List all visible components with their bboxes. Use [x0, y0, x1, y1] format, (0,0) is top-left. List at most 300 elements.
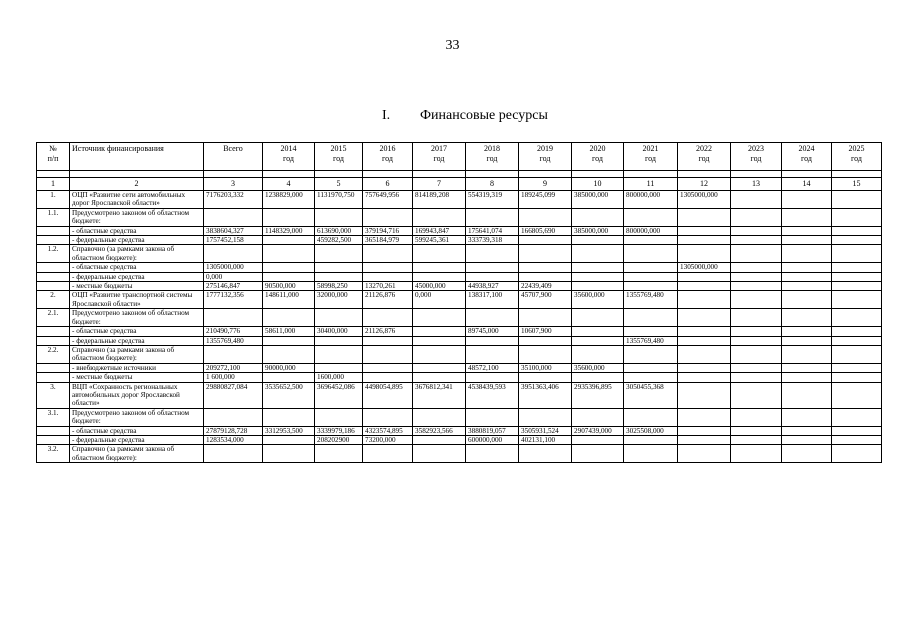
column-header: 2023 год: [731, 143, 782, 171]
column-number-cell: 12: [678, 178, 731, 191]
value-cell: [782, 408, 832, 426]
value-cell: 1355769,480: [624, 291, 678, 309]
value-cell: 3880819,057: [466, 426, 519, 435]
value-cell: [624, 373, 678, 382]
value-cell: 3505931,524: [519, 426, 572, 435]
value-cell: [731, 272, 782, 281]
value-cell: [263, 208, 315, 226]
value-cell: 1777132,356: [204, 291, 263, 309]
value-cell: 58998,250: [315, 282, 363, 291]
value-cell: [263, 272, 315, 281]
table-row: [37, 191, 882, 209]
value-cell: [466, 263, 519, 272]
value-cell: 599245,361: [413, 236, 466, 245]
column-header: 2018 год: [466, 143, 519, 171]
value-cell: [263, 245, 315, 263]
source-cell: - федеральные средства: [70, 272, 204, 281]
spacer-cell: [70, 171, 204, 178]
spacer-cell: [37, 171, 70, 178]
value-cell: [678, 382, 731, 408]
value-cell: 1238829,000: [263, 191, 315, 209]
value-cell: [782, 272, 832, 281]
value-cell: [678, 291, 731, 309]
value-cell: [678, 272, 731, 281]
column-header: Источник финансирования: [70, 143, 204, 171]
value-cell: [832, 245, 882, 263]
value-cell: [572, 336, 624, 345]
source-cell: ОЦП «Развитие транспортной системы Ярославской области»: [70, 291, 204, 309]
value-cell: [731, 373, 782, 382]
value-cell: [572, 373, 624, 382]
value-cell: [782, 226, 832, 235]
value-cell: 1757452,158: [204, 236, 263, 245]
value-cell: [678, 345, 731, 363]
value-cell: [832, 445, 882, 463]
value-cell: 35600,000: [572, 291, 624, 309]
spacer-cell: [832, 171, 882, 178]
value-cell: [624, 327, 678, 336]
value-cell: 1148329,000: [263, 226, 315, 235]
value-cell: [466, 408, 519, 426]
table-row: [37, 208, 882, 226]
value-cell: [832, 327, 882, 336]
column-header: 2016 год: [363, 143, 413, 171]
value-cell: [678, 282, 731, 291]
value-cell: 175641,074: [466, 226, 519, 235]
column-number-cell: 3: [204, 178, 263, 191]
source-cell: - внебюджетные источники: [70, 363, 204, 372]
value-cell: [519, 345, 572, 363]
value-cell: 169943,847: [413, 226, 466, 235]
row-number-cell: [37, 336, 70, 345]
table-row: [37, 245, 882, 263]
value-cell: [678, 408, 731, 426]
value-cell: [832, 336, 882, 345]
value-cell: [413, 408, 466, 426]
source-cell: Справочно (за рамками закона об областном бюджете):: [70, 345, 204, 363]
value-cell: [731, 336, 782, 345]
value-cell: [466, 373, 519, 382]
value-cell: [782, 426, 832, 435]
page-number: 33: [445, 38, 460, 53]
value-cell: 800000,000: [624, 191, 678, 209]
source-cell: Предусмотрено законом об областном бюджете:: [70, 408, 204, 426]
value-cell: [363, 208, 413, 226]
table-row: [37, 282, 882, 291]
column-number-cell: 9: [519, 178, 572, 191]
column-number-cell: 11: [624, 178, 678, 191]
value-cell: [466, 336, 519, 345]
table-row: [37, 426, 882, 435]
value-cell: 814189,208: [413, 191, 466, 209]
value-cell: 27879128,728: [204, 426, 263, 435]
spacer-cell: [519, 171, 572, 178]
value-cell: [413, 327, 466, 336]
value-cell: [782, 445, 832, 463]
value-cell: [572, 245, 624, 263]
value-cell: [315, 408, 363, 426]
value-cell: 7176203,332: [204, 191, 263, 209]
value-cell: [832, 408, 882, 426]
spacer-cell: [204, 171, 263, 178]
value-cell: [413, 363, 466, 372]
value-cell: [782, 336, 832, 345]
value-cell: [832, 309, 882, 327]
table-row: [37, 327, 882, 336]
value-cell: [832, 191, 882, 209]
value-cell: [731, 408, 782, 426]
table-row: [37, 226, 882, 235]
source-cell: - областные средства: [70, 226, 204, 235]
value-cell: 1355769,480: [204, 336, 263, 345]
row-number-cell: 2.2.: [37, 345, 70, 363]
table-row: [37, 373, 882, 382]
value-cell: [363, 363, 413, 372]
value-cell: [678, 208, 731, 226]
value-cell: [466, 445, 519, 463]
value-cell: 3339979,186: [315, 426, 363, 435]
section-number: I.: [382, 108, 391, 123]
column-number-cell: 14: [782, 178, 832, 191]
row-number-cell: [37, 236, 70, 245]
value-cell: 21126,876: [363, 327, 413, 336]
value-cell: 3838604,327: [204, 226, 263, 235]
value-cell: [832, 345, 882, 363]
value-cell: [263, 408, 315, 426]
value-cell: 3696452,086: [315, 382, 363, 408]
value-cell: [204, 309, 263, 327]
spacer-cell: [315, 171, 363, 178]
column-number-cell: 2: [70, 178, 204, 191]
value-cell: [363, 345, 413, 363]
source-cell: - областные средства: [70, 327, 204, 336]
value-cell: [413, 345, 466, 363]
spacer-cell: [572, 171, 624, 178]
table-row: [37, 345, 882, 363]
value-cell: [832, 426, 882, 435]
value-cell: 3535652,500: [263, 382, 315, 408]
value-cell: 1305000,000: [204, 263, 263, 272]
value-cell: 600000,000: [466, 435, 519, 444]
value-cell: [782, 208, 832, 226]
source-cell: ВЦП «Сохранность региональных автомобильных дорог Ярославской области»: [70, 382, 204, 408]
value-cell: [782, 282, 832, 291]
value-cell: [678, 445, 731, 463]
value-cell: 1355769,480: [624, 336, 678, 345]
value-cell: [782, 373, 832, 382]
value-cell: 613690,000: [315, 226, 363, 235]
value-cell: [519, 272, 572, 281]
value-cell: [413, 435, 466, 444]
value-cell: [678, 426, 731, 435]
column-number-cell: 6: [363, 178, 413, 191]
value-cell: 757649,956: [363, 191, 413, 209]
value-cell: [519, 309, 572, 327]
value-cell: [624, 309, 678, 327]
value-cell: [363, 408, 413, 426]
value-cell: [263, 236, 315, 245]
value-cell: [263, 263, 315, 272]
value-cell: 385000,000: [572, 226, 624, 235]
value-cell: [678, 336, 731, 345]
value-cell: [572, 345, 624, 363]
value-cell: [519, 236, 572, 245]
value-cell: [413, 272, 466, 281]
value-cell: [204, 445, 263, 463]
value-cell: 0,000: [413, 291, 466, 309]
value-cell: 365184,979: [363, 236, 413, 245]
table-row: [37, 363, 882, 372]
value-cell: [782, 327, 832, 336]
value-cell: [413, 445, 466, 463]
value-cell: 2907439,000: [572, 426, 624, 435]
value-cell: [572, 309, 624, 327]
table-row: [37, 291, 882, 309]
value-cell: [263, 345, 315, 363]
value-cell: [315, 445, 363, 463]
value-cell: 21126,876: [363, 291, 413, 309]
row-number-cell: [37, 327, 70, 336]
value-cell: [204, 345, 263, 363]
value-cell: [315, 309, 363, 327]
row-number-cell: 3.1.: [37, 408, 70, 426]
value-cell: 459282,500: [315, 236, 363, 245]
value-cell: [624, 435, 678, 444]
value-cell: [263, 435, 315, 444]
row-number-cell: 1.1.: [37, 208, 70, 226]
value-cell: [519, 336, 572, 345]
value-cell: [731, 435, 782, 444]
value-cell: [731, 445, 782, 463]
value-cell: 1305000,000: [678, 263, 731, 272]
value-cell: [678, 245, 731, 263]
value-cell: 3951363,406: [519, 382, 572, 408]
table-row: [37, 445, 882, 463]
value-cell: 3676812,341: [413, 382, 466, 408]
value-cell: [466, 345, 519, 363]
row-number-cell: [37, 426, 70, 435]
row-number-cell: [37, 363, 70, 372]
value-cell: [782, 345, 832, 363]
value-cell: 32000,000: [315, 291, 363, 309]
value-cell: [731, 191, 782, 209]
column-number-cell: 13: [731, 178, 782, 191]
row-number-cell: [37, 282, 70, 291]
value-cell: [363, 309, 413, 327]
value-cell: [731, 363, 782, 372]
value-cell: [263, 445, 315, 463]
value-cell: [731, 245, 782, 263]
value-cell: [315, 363, 363, 372]
value-cell: [363, 373, 413, 382]
value-cell: [832, 382, 882, 408]
column-number-row: [37, 178, 882, 191]
value-cell: 90000,000: [263, 363, 315, 372]
source-cell: - федеральные средства: [70, 236, 204, 245]
value-cell: [678, 373, 731, 382]
value-cell: [624, 363, 678, 372]
row-number-cell: 1.: [37, 191, 70, 209]
value-cell: [731, 236, 782, 245]
value-cell: [832, 226, 882, 235]
table-row: [37, 236, 882, 245]
value-cell: 22439,409: [519, 282, 572, 291]
value-cell: [832, 208, 882, 226]
value-cell: 1283534,000: [204, 435, 263, 444]
value-cell: [572, 435, 624, 444]
value-cell: [782, 236, 832, 245]
value-cell: 1131970,750: [315, 191, 363, 209]
value-cell: [731, 263, 782, 272]
value-cell: [413, 373, 466, 382]
value-cell: 45000,000: [413, 282, 466, 291]
value-cell: 3050455,368: [624, 382, 678, 408]
spacer-cell: [263, 171, 315, 178]
value-cell: [519, 245, 572, 263]
value-cell: [782, 382, 832, 408]
value-cell: 89745,000: [466, 327, 519, 336]
value-cell: [782, 363, 832, 372]
value-cell: [413, 263, 466, 272]
table-row: [37, 309, 882, 327]
value-cell: [731, 226, 782, 235]
value-cell: [832, 363, 882, 372]
value-cell: [466, 309, 519, 327]
value-cell: [624, 263, 678, 272]
value-cell: [832, 263, 882, 272]
value-cell: [678, 327, 731, 336]
table-row: [37, 336, 882, 345]
value-cell: [204, 408, 263, 426]
value-cell: [315, 263, 363, 272]
value-cell: 58611,000: [263, 327, 315, 336]
value-cell: [572, 263, 624, 272]
spacer-cell: [413, 171, 466, 178]
value-cell: 1600,000: [315, 373, 363, 382]
value-cell: [678, 226, 731, 235]
row-number-cell: 3.2.: [37, 445, 70, 463]
value-cell: [413, 336, 466, 345]
value-cell: 4323574,895: [363, 426, 413, 435]
section-heading: [382, 108, 548, 124]
column-header: 2025 год: [832, 143, 882, 171]
value-cell: 44938,927: [466, 282, 519, 291]
value-cell: [315, 208, 363, 226]
value-cell: [624, 408, 678, 426]
column-number-cell: 8: [466, 178, 519, 191]
value-cell: 3582923,566: [413, 426, 466, 435]
value-cell: [624, 282, 678, 291]
column-number-cell: 7: [413, 178, 466, 191]
value-cell: 2935396,895: [572, 382, 624, 408]
value-cell: 35600,000: [572, 363, 624, 372]
source-cell: - областные средства: [70, 426, 204, 435]
value-cell: [204, 245, 263, 263]
value-cell: 148611,000: [263, 291, 315, 309]
value-cell: [315, 272, 363, 281]
value-cell: 35100,000: [519, 363, 572, 372]
column-header: 2019 год: [519, 143, 572, 171]
value-cell: 29880827,084: [204, 382, 263, 408]
row-number-cell: [37, 272, 70, 281]
column-header: 2017 год: [413, 143, 466, 171]
value-cell: [315, 345, 363, 363]
spacer-cell: [678, 171, 731, 178]
column-number-cell: 10: [572, 178, 624, 191]
value-cell: [466, 208, 519, 226]
financial-resources-table: [36, 142, 882, 463]
value-cell: [363, 245, 413, 263]
source-cell: Справочно (за рамками закона об областном бюджете):: [70, 245, 204, 263]
column-number-cell: 15: [832, 178, 882, 191]
value-cell: [731, 426, 782, 435]
value-cell: [519, 445, 572, 463]
value-cell: [519, 208, 572, 226]
value-cell: 4538439,593: [466, 382, 519, 408]
spacer-cell: [731, 171, 782, 178]
value-cell: [624, 236, 678, 245]
value-cell: [731, 345, 782, 363]
spacer-cell: [782, 171, 832, 178]
value-cell: [782, 263, 832, 272]
value-cell: [572, 327, 624, 336]
value-cell: [782, 291, 832, 309]
value-cell: 800000,000: [624, 226, 678, 235]
value-cell: 0,000: [204, 272, 263, 281]
column-header: 2014 год: [263, 143, 315, 171]
value-cell: [624, 345, 678, 363]
value-cell: [519, 408, 572, 426]
value-cell: [624, 445, 678, 463]
table-row: [37, 263, 882, 272]
value-cell: [832, 236, 882, 245]
value-cell: 554319,319: [466, 191, 519, 209]
value-cell: [519, 373, 572, 382]
column-header: 2015 год: [315, 143, 363, 171]
value-cell: [731, 208, 782, 226]
spacer-cell: [466, 171, 519, 178]
row-number-cell: 1.2.: [37, 245, 70, 263]
value-cell: [263, 373, 315, 382]
column-header: 2022 год: [678, 143, 731, 171]
value-cell: 333739,318: [466, 236, 519, 245]
row-number-cell: 2.1.: [37, 309, 70, 327]
value-cell: 209272,100: [204, 363, 263, 372]
column-number-cell: 1: [37, 178, 70, 191]
column-number-cell: 5: [315, 178, 363, 191]
value-cell: 379194,716: [363, 226, 413, 235]
value-cell: 3025508,000: [624, 426, 678, 435]
value-cell: [363, 272, 413, 281]
source-cell: Предусмотрено законом об областном бюджете:: [70, 309, 204, 327]
row-number-cell: [37, 373, 70, 382]
column-header: № п/п: [37, 143, 70, 171]
value-cell: 90500,000: [263, 282, 315, 291]
value-cell: [782, 309, 832, 327]
value-cell: 45707,900: [519, 291, 572, 309]
source-cell: Справочно (за рамками закона об областном бюджете):: [70, 445, 204, 463]
value-cell: [678, 363, 731, 372]
row-number-cell: [37, 263, 70, 272]
value-cell: [466, 272, 519, 281]
value-cell: 166805,690: [519, 226, 572, 235]
column-header: 2021 год: [624, 143, 678, 171]
value-cell: [519, 263, 572, 272]
row-number-cell: 2.: [37, 291, 70, 309]
value-cell: 30400,000: [315, 327, 363, 336]
column-number-cell: 4: [263, 178, 315, 191]
source-cell: ОЦП «Развитие сети автомобильных дорог Ярославской области»: [70, 191, 204, 209]
